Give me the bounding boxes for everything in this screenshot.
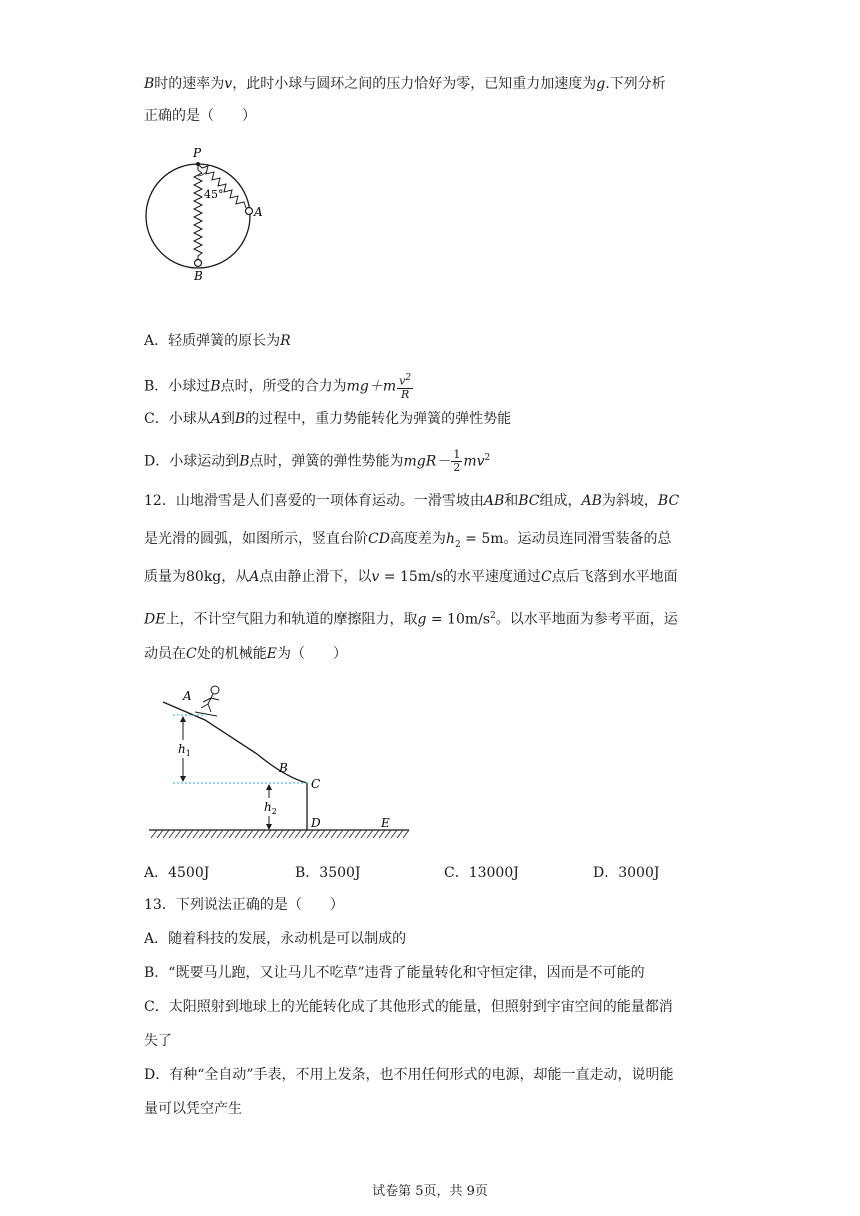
var-v: v — [371, 569, 380, 585]
label-a: A — [254, 205, 263, 219]
q12-stem-line2: 是光滑的圆弧，如图所示，竖直台阶CD高度差为$h_2 = 5m$。运动员连同滑雪装备的总 — [144, 531, 672, 550]
var-BC: BC — [657, 493, 680, 509]
q13-option-d-line1: D．有种“全自动”手表，不用上发条，也不用任何形式的电源，却能一直走动，说明能 — [144, 1067, 674, 1083]
label-b: B — [194, 269, 203, 283]
label-h2: $h_2$ — [264, 800, 277, 816]
var-h: h — [445, 531, 455, 547]
option-text: 到 — [220, 411, 235, 427]
q12-text: = 10m/s — [426, 611, 491, 628]
q11-option-c — [144, 409, 511, 429]
h1-arrowhead-down — [180, 776, 186, 782]
var-g: g — [417, 611, 427, 628]
var-B: B — [239, 453, 250, 470]
q11-stem-line1 — [144, 74, 666, 94]
fraction — [397, 372, 413, 401]
q12-text: 为斜坡， — [601, 493, 658, 509]
q11-option-d: D．小球运动到B点时，弹簧的弹性势能为mgR－ $\frac{1}{2}$ $mv^2$ — [144, 448, 491, 475]
q12-text: 高度差为 — [389, 531, 446, 547]
spring-pb — [194, 164, 202, 262]
expr: mv — [463, 453, 485, 470]
q11-option-b — [144, 372, 414, 401]
q11-ring-figure — [140, 146, 270, 286]
ball-a — [246, 208, 253, 215]
q12-text: 处的机械能 — [196, 646, 267, 662]
label-p: P — [193, 146, 202, 160]
q12-stem-line1 — [144, 491, 679, 511]
h2-arrowhead-down — [266, 824, 272, 830]
q12-text: 点后飞落到水平地面 — [551, 569, 678, 585]
option-text: C．小球从 — [144, 411, 211, 427]
label-angle: 45° — [204, 188, 224, 201]
q12-text: 为（ ） — [276, 646, 347, 662]
var-B: B — [234, 411, 246, 427]
q12-option-d: D．3000J — [593, 865, 660, 881]
q13-stem: 13．下列说法正确的是（ ） — [144, 897, 344, 913]
denominator: 2 — [453, 461, 461, 475]
q11-var-g: g — [596, 76, 606, 92]
q12-text: 质量为80kg，从 — [144, 569, 250, 585]
label-b: B — [279, 761, 288, 775]
q13-option-b: B．“既要马儿跑，又让马儿不吃草”违背了能量转化和守恒定律，因而是不可能的 — [144, 965, 645, 981]
q11-text: .下列分析 — [605, 76, 666, 92]
var-C: C — [540, 569, 552, 585]
q11-text: 时的速率为 — [154, 76, 225, 92]
var-CD: CD — [368, 531, 390, 547]
q12-text: = 15m/s的水平速度通过 — [379, 569, 541, 585]
q13-option-a: A．随着科技的发展，永动机是可以制成的 — [144, 931, 407, 947]
expr: mg＋m — [346, 378, 397, 395]
var-AB: AB — [483, 493, 505, 509]
ball-b — [195, 260, 202, 267]
var-A: A — [210, 411, 221, 427]
label-c: C — [311, 777, 321, 791]
var-BC: BC — [518, 493, 540, 509]
skier-icon — [195, 686, 219, 716]
option-text: 的过程中，重力势能转化为弹簧的弹性势能 — [245, 411, 512, 427]
numerator: 1 — [453, 448, 461, 462]
q12-text: 点由静止滑下，以 — [259, 569, 372, 585]
var-B: B — [210, 378, 221, 395]
q11-option-a — [144, 331, 291, 351]
q12-text: 上，不计空气阻力和轨道的摩擦阻力，取 — [165, 611, 418, 628]
var-AB: AB — [581, 493, 602, 509]
q12-stem-line4: DE上，不计空气阻力和轨道的摩擦阻力，取$g = 10m/s^2$。以水平地面为参考平面，运 — [144, 611, 678, 628]
q12-text: = 5m — [460, 531, 504, 547]
q12-stem-line3 — [144, 567, 678, 587]
fraction — [451, 449, 462, 474]
ground-hatch — [151, 830, 409, 838]
label-a: A — [183, 689, 192, 703]
q11-text: ，此时小球与圆环之间的压力恰好为零，已知重力加速度为 — [232, 76, 597, 92]
numerator: $v^2$ — [399, 373, 412, 388]
var-DE: DE — [144, 611, 166, 628]
option-text: A．轻质弹簧的原长为 — [144, 333, 281, 349]
var-C: C — [186, 646, 197, 662]
q12-text: 动员在 — [144, 646, 186, 662]
ring — [146, 164, 250, 268]
label-d: D — [311, 816, 321, 830]
option-text: 点时，所受的合力为 — [220, 378, 347, 395]
denominator: R — [400, 387, 410, 401]
q11-var-B: B — [144, 76, 155, 92]
q12-text: 。运动员连同滑雪装备的总 — [503, 531, 672, 547]
q12-option-b: B．3500J — [295, 865, 361, 881]
q12-text: 是光滑的圆弧，如图所示，竖直台阶 — [144, 531, 368, 547]
q11-stem-line2: 正确的是（ ） — [144, 108, 256, 124]
point-p — [196, 162, 200, 166]
q12-option-a: A．4500J — [144, 865, 210, 881]
q12-slope-figure — [145, 682, 415, 844]
label-h1: $h_1$ — [178, 742, 191, 758]
h2-arrowhead-up — [266, 784, 272, 790]
var-E: E — [266, 646, 277, 662]
expr: mgR－ — [403, 453, 451, 470]
h1-arrowhead-up — [180, 716, 186, 722]
numerator-var: v — [399, 374, 406, 388]
q13-option-c-line2: 失了 — [144, 1033, 172, 1049]
q12-text: 。以水平地面为参考平面，运 — [495, 611, 678, 628]
option-text: 点时，弹簧的弹性势能为 — [249, 453, 404, 470]
page-footer: 试卷第 5页，共 9页 — [372, 1184, 488, 1199]
q11-var-v: v — [224, 76, 233, 92]
q12-stem-line5 — [144, 644, 347, 664]
var-R: R — [280, 333, 291, 349]
q12-text: 和 — [504, 493, 519, 509]
label-e: E — [381, 816, 390, 830]
q12-text: 组成， — [539, 493, 582, 509]
q13-option-c-line1: C．太阳照射到地球上的光能转化成了其他形式的能量，但照射到宇宙空间的能量都消 — [144, 999, 673, 1015]
option-text: D．小球运动到 — [144, 453, 240, 470]
q12-option-c: C．13000J — [444, 865, 519, 881]
option-text: B．小球过 — [144, 378, 211, 395]
q13-option-d-line2: 量可以凭空产生 — [144, 1101, 242, 1117]
q12-text: 12．山地滑雪是人们喜爱的一项体育运动。一滑雪坡由 — [144, 493, 484, 509]
var-A: A — [249, 569, 260, 585]
